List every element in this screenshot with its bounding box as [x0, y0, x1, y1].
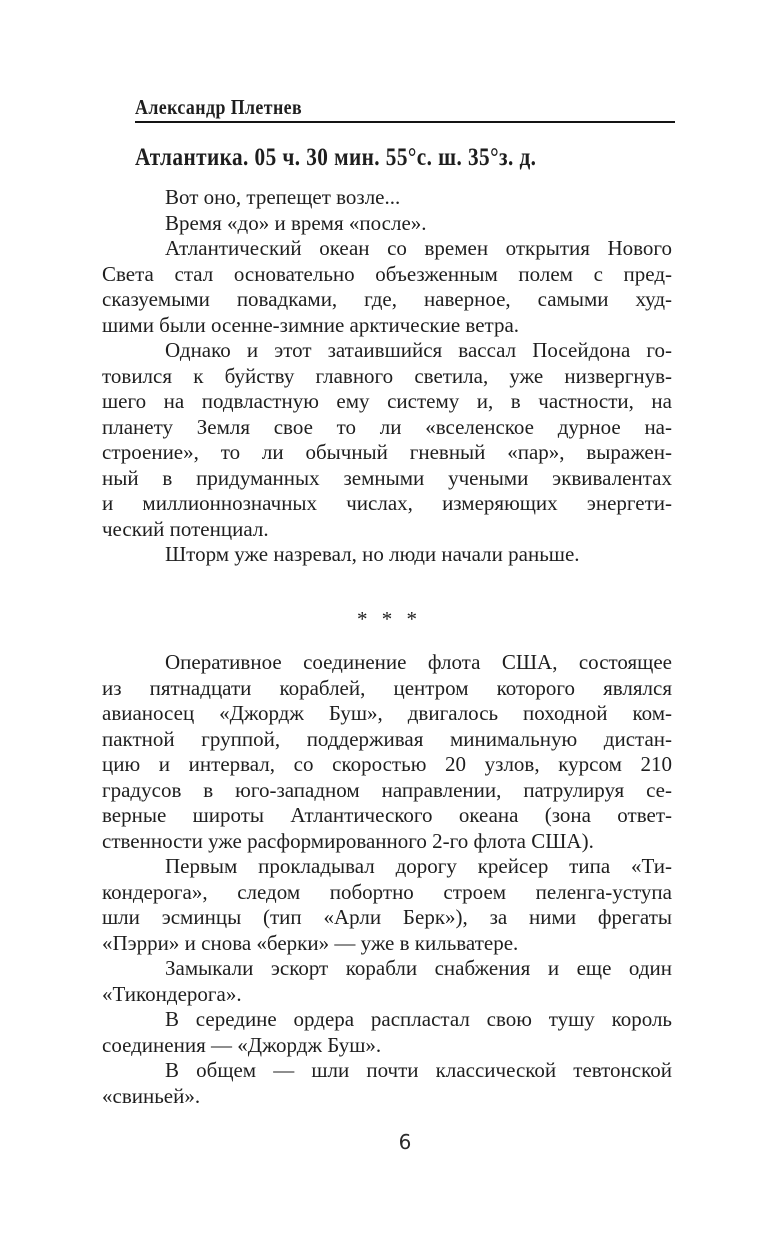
text-line: ственности уже расформированного 2-го флота США). [102, 828, 594, 853]
text-line: Света стал основательно объезженным полем с пред- [102, 261, 672, 286]
paragraph [102, 338, 672, 542]
text-line: Однако и этот затаившийся вассал Посейдона го- [165, 338, 672, 362]
text-line: цию и интервал, со скоростью 20 узлов, курсом 210 [102, 752, 672, 776]
paragraph [102, 1007, 672, 1058]
text-line: пактной группой, поддерживая минимальную дистан- [102, 726, 672, 751]
paragraph [102, 211, 672, 237]
paragraph [102, 1058, 672, 1109]
text-line: градусов в юго-западном направлении, патрулируя се- [102, 777, 672, 802]
text-line: Оперативное соединение флота США, состоящее [165, 650, 672, 674]
text-line: авианосец «Джордж Буш», двигалось походной ком- [102, 701, 672, 725]
text-line: Шторм уже назревал, но люди начали раньше. [165, 542, 580, 566]
text-line: сказуемыми повадками, где, наверное, самыми худ- [102, 287, 672, 311]
paragraph [102, 185, 672, 211]
text-line: В общем — шли почти классической тевтонской [165, 1058, 672, 1082]
text-line: строение», то ли обычный гневный «пар», выражен- [102, 440, 672, 464]
text-line: ный в придуманных земными учеными эквивалентах [102, 465, 672, 490]
text-line: Первым прокладывал дорогу крейсер типа «Ти- [165, 854, 672, 878]
paragraph [102, 650, 672, 854]
text-line: соединения — «Джордж Буш». [102, 1032, 382, 1057]
text-line: Время «до» и время «после». [165, 210, 427, 235]
text-line: планету Земля свое то ли «вселенское дурное на- [102, 414, 672, 439]
text-line: шего на подвластную ему систему и, в частности, на [102, 389, 672, 413]
text-line: В середине ордера распластал свою тушу король [165, 1007, 672, 1031]
text-line: шли эсминцы (тип «Арли Берк»), за ними фрегаты [102, 905, 672, 929]
text-line: «свиньей». [102, 1083, 201, 1108]
text-line: Атлантический океан со времен открытия Нового [165, 236, 672, 260]
text-line: верные широты Атлантического океана (зона ответ- [102, 803, 672, 827]
text-line: ческий потенциал. [102, 516, 269, 541]
section-separator: * * * [357, 606, 417, 631]
text-line: Замыкали эскорт корабли снабжения и еще один [165, 956, 672, 980]
chapter-heading: Атлантика. 05 ч. 30 мин. 55°с. ш. 35°з. д. [135, 144, 537, 171]
text-line: шими были осенне-зимние арктические ветра. [102, 312, 520, 337]
text-line: и миллионнозначных числах, измеряющих энергети- [102, 491, 672, 515]
text-line: «Пэрри» и снова «берки» — уже в кильватере. [102, 930, 519, 955]
text-line: Вот оно, трепещет возле... [165, 185, 401, 209]
text-line: кондерога», следом побортно строем пеленга-уступа [102, 879, 672, 904]
text-line: «Тикондерога». [102, 981, 242, 1006]
paragraph [102, 956, 672, 1007]
paragraph [102, 542, 672, 568]
header-rule [135, 121, 675, 123]
page-body [102, 185, 672, 1109]
text-line: из пятнадцати кораблей, центром которого являлся [102, 675, 672, 700]
paragraph [102, 854, 672, 956]
paragraph [102, 236, 672, 338]
text-line: товился к буйству главного светила, уже низвергнув- [102, 363, 672, 388]
page-number: 6 [398, 1130, 412, 1154]
running-head-author: Александр Плетнев [135, 95, 303, 119]
